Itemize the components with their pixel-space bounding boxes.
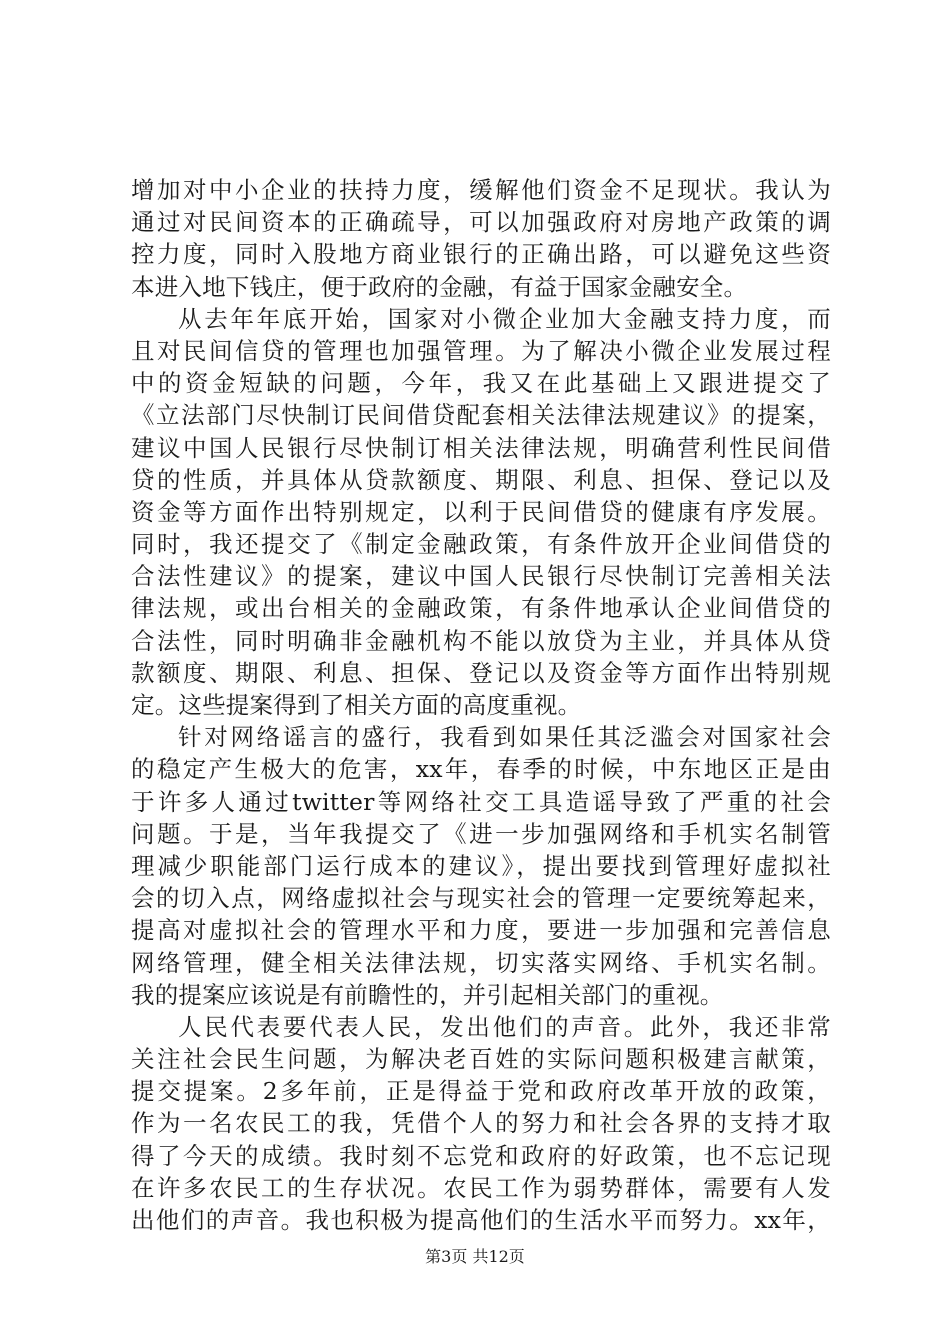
text-line: 我的提案应该说是有前瞻性的，并引起相关部门的重视。 — [131, 980, 724, 1009]
text-line: 控力度，同时入股地方商业银行的正确出路，可以避免这些资 — [131, 240, 831, 269]
text-line: 于许多人通过twitter等网络社交工具造谣导致了严重的社会 — [131, 787, 831, 816]
text-line: 关注社会民生问题，为解决老百姓的实际问题积极建言献策， — [131, 1045, 831, 1074]
text-line: 建议中国人民银行尽快制订相关法律法规，明确营利性民间借 — [131, 433, 831, 462]
text-line: 《立法部门尽快制订民间借贷配套相关法律法规建议》的提案， — [131, 401, 831, 430]
text-line: 人民代表要代表人民，发出他们的声音。此外，我还非常 — [178, 1012, 831, 1041]
text-line: 从去年年底开始，国家对小微企业加大金融支持力度，而 — [178, 304, 831, 333]
text-line: 在许多农民工的生存状况。农民工作为弱势群体，需要有人发 — [131, 1173, 831, 1202]
text-line: 针对网络谣言的盛行，我看到如果任其泛滥会对国家社会 — [178, 723, 831, 752]
text-line: 本进入地下钱庄，便于政府的金融，有益于国家金融安全。 — [131, 272, 748, 301]
text-line: 问题。于是，当年我提交了《进一步加强网络和手机实名制管 — [131, 819, 831, 848]
text-line: 增加对中小企业的扶持力度，缓解他们资金不足现状。我认为 — [131, 176, 831, 204]
text-line: 出他们的声音。我也积极为提高他们的生活水平而努力。xx年， — [131, 1206, 831, 1234]
text-line: 合法性，同时明确非金融机构不能以放贷为主业，并具体从贷 — [131, 626, 831, 655]
text-line: 资金等方面作出特别规定，以利于民间借贷的健康有序发展。 — [131, 497, 831, 526]
text-line: 作为一名农民工的我，凭借个人的努力和社会各界的支持才取 — [131, 1109, 831, 1138]
text-line: 会的切入点，网络虚拟社会与现实社会的管理一定要统筹起来， — [131, 884, 831, 913]
page-footer — [0, 1247, 950, 1267]
text-line: 的稳定产生极大的危害，xx年，春季的时候，中东地区正是由 — [131, 755, 831, 784]
text-line: 同时，我还提交了《制定金融政策，有条件放开企业间借贷的 — [131, 530, 831, 559]
text-line: 得了今天的成绩。我时刻不忘党和政府的好政策，也不忘记现 — [131, 1141, 831, 1170]
text-line: 通过对民间资本的正确疏导，可以加强政府对房地产政策的调 — [131, 208, 831, 237]
page-number-label: 第3页 共12页 — [425, 1247, 525, 1266]
text-line: 律法规，或出台相关的金融政策，有条件地承认企业间借贷的 — [131, 594, 831, 623]
text-line: 理减少职能部门运行成本的建议》，提出要找到管理好虚拟社 — [131, 851, 831, 880]
text-line: 提交提案。2多年前，正是得益于党和政府改革开放的政策， — [131, 1077, 831, 1106]
text-line: 且对民间信贷的管理也加强管理。为了解决小微企业发展过程 — [131, 336, 831, 365]
text-line: 贷的性质，并具体从贷款额度、期限、利息、担保、登记以及 — [131, 465, 831, 494]
document-body — [131, 174, 831, 1236]
text-line: 中的资金短缺的问题，今年，我又在此基础上又跟进提交了 — [131, 369, 831, 398]
text-line: 合法性建议》的提案，建议中国人民银行尽快制订完善相关法 — [131, 562, 831, 591]
text-line: 网络管理，健全相关法律法规，切实落实网络、手机实名制。 — [131, 948, 831, 977]
text-line: 提高对虚拟社会的管理水平和力度，要进一步加强和完善信息 — [131, 916, 831, 945]
text-line: 款额度、期限、利息、担保、登记以及资金等方面作出特别规 — [131, 658, 831, 687]
text-line: 定。这些提案得到了相关方面的高度重视。 — [131, 691, 582, 719]
